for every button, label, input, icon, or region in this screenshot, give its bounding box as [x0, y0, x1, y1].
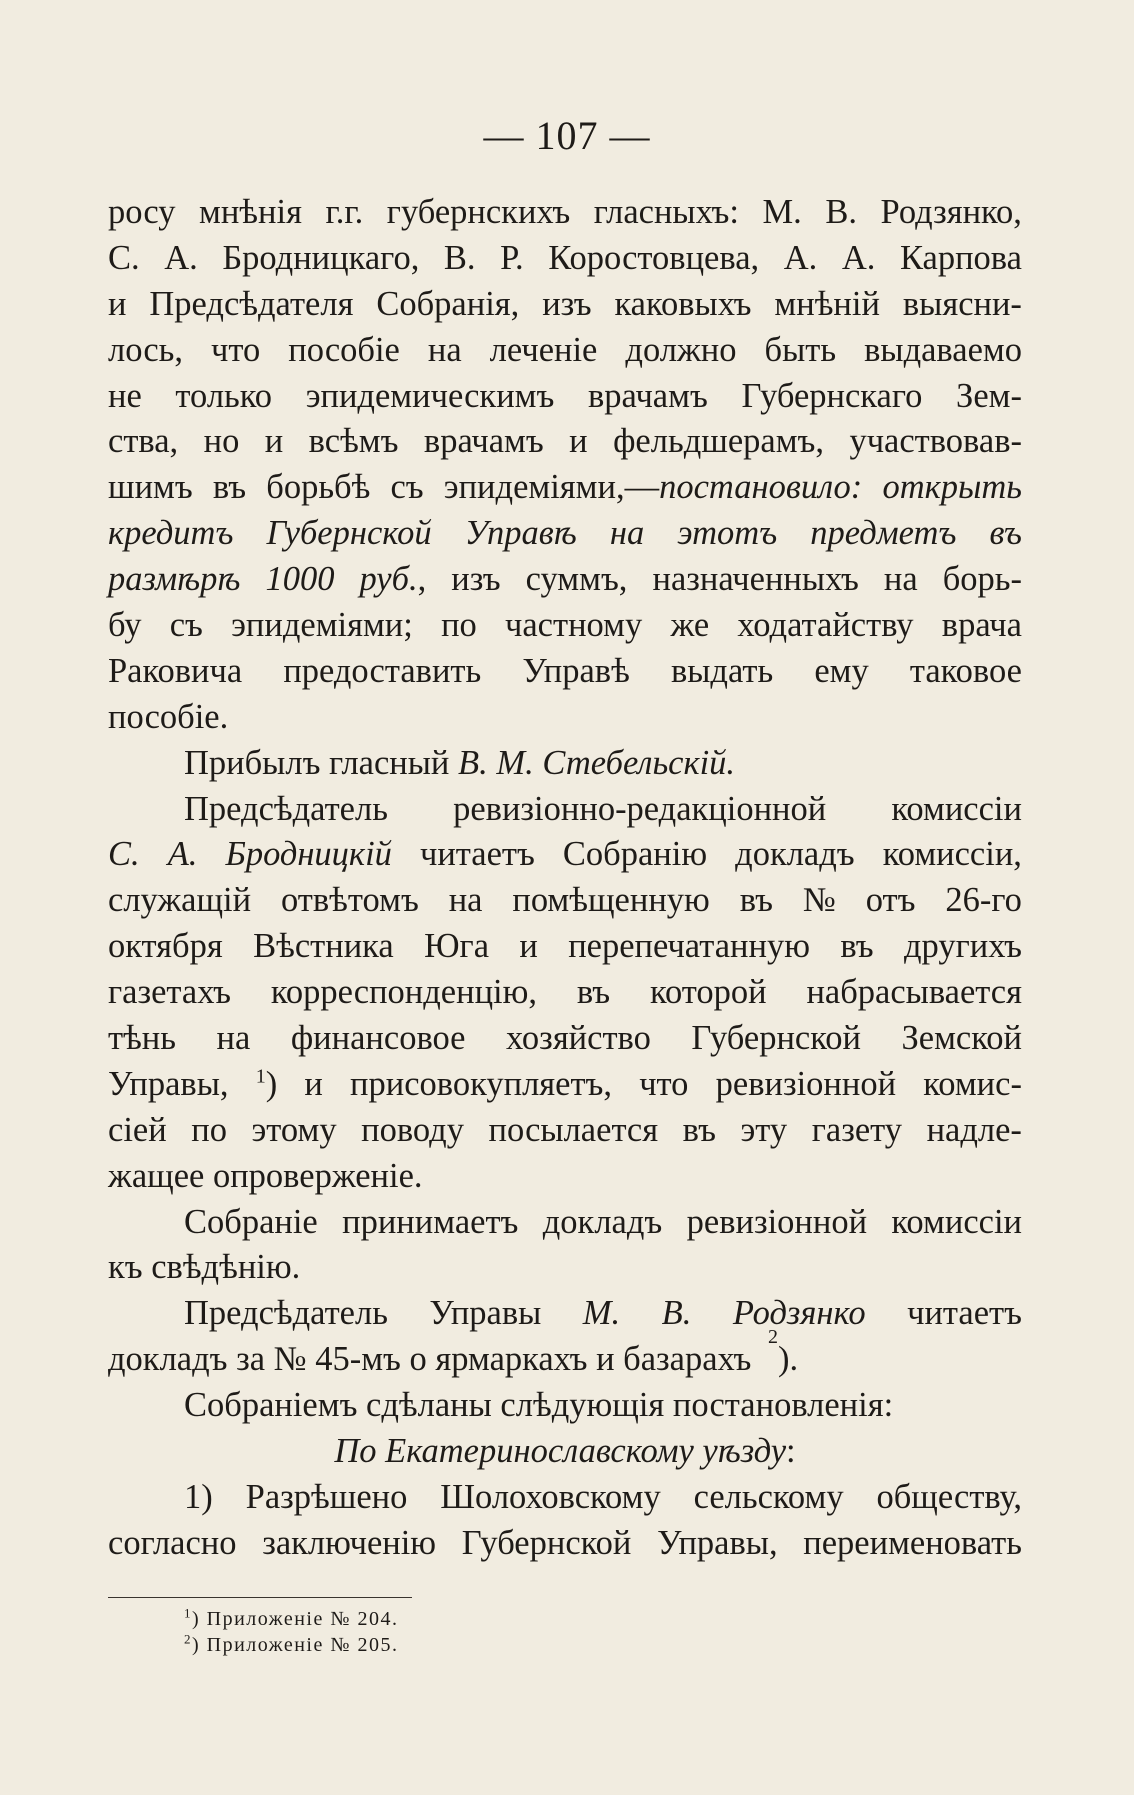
- word: на: [609, 514, 645, 553]
- text-line: [108, 924, 1022, 970]
- word: открыть: [882, 468, 1022, 507]
- word: изъ: [451, 560, 501, 599]
- word: бу: [108, 606, 142, 645]
- word: назначенныхъ: [652, 560, 859, 599]
- word: выдаваемо: [864, 330, 1022, 369]
- footnote: [184, 1632, 398, 1658]
- text-line: [108, 1475, 1022, 1521]
- word: читаетъ: [419, 835, 535, 874]
- text-line: [108, 1062, 1022, 1108]
- footnote-text: ) Приложеніе № 205.: [192, 1634, 399, 1656]
- word: росу: [108, 193, 176, 231]
- word: переименовать: [803, 1523, 1022, 1562]
- text-line: [108, 741, 1022, 787]
- word: принимаетъ: [342, 1202, 519, 1241]
- word: М.: [582, 1294, 621, 1333]
- word: Собраніе: [184, 1202, 318, 1241]
- word: В.: [825, 193, 857, 231]
- word: и: [569, 422, 588, 461]
- word: Предсѣдатель: [184, 1294, 388, 1333]
- word: въ: [682, 1110, 716, 1149]
- word: комис-: [923, 1064, 1022, 1103]
- word: въ: [576, 973, 611, 1012]
- word: которой: [649, 973, 767, 1012]
- word: кредитъ: [108, 514, 234, 553]
- word: присовокупляетъ,: [350, 1064, 613, 1103]
- word: [359, 557, 426, 603]
- word: №: [802, 881, 836, 920]
- word: Управѣ: [464, 514, 577, 553]
- word: на: [427, 330, 462, 369]
- text-segment: докладъ за № 45-мъ о ярмаркахъ и базарахъ: [108, 1340, 760, 1379]
- word: мнѣній: [774, 284, 880, 323]
- word: должно: [625, 330, 737, 369]
- word: эту: [740, 1110, 788, 1149]
- text-segment: Собраніемъ сдѣланы слѣдующія постановленія:: [184, 1386, 894, 1425]
- word: Предсѣдатель: [184, 789, 388, 828]
- text-line: [108, 557, 1022, 603]
- word: отъ: [865, 881, 916, 920]
- text-line: [108, 1326, 1022, 1383]
- word: фельдшерамъ,: [613, 422, 824, 461]
- footnote-reference: 2: [767, 1326, 778, 1349]
- word: мнѣнія: [199, 193, 302, 231]
- word: выдать: [670, 651, 774, 690]
- word: посылается: [488, 1110, 659, 1149]
- text-line: [108, 236, 1022, 282]
- word: предметъ: [810, 514, 957, 553]
- word: Родзянко: [732, 1294, 866, 1333]
- word: и: [519, 927, 538, 966]
- word: но: [203, 422, 240, 461]
- word: ревизіонной: [686, 1202, 868, 1241]
- footnote-mark: 1: [184, 1605, 192, 1621]
- word: врача: [941, 606, 1022, 645]
- word: служащій: [108, 881, 252, 920]
- footnote-reference: 1: [255, 1065, 266, 1088]
- word: Зем-: [956, 376, 1022, 415]
- word-part: ,: [417, 560, 427, 599]
- text-line: [108, 1291, 1022, 1337]
- word: финансовое: [290, 1019, 466, 1058]
- text-line: [108, 603, 1022, 649]
- word: 1000: [265, 560, 335, 599]
- word: борь-: [942, 560, 1022, 599]
- word: Управѣ: [522, 651, 630, 690]
- word: сіей: [108, 1110, 167, 1149]
- text-line: [108, 374, 1022, 420]
- word: 1): [184, 1477, 213, 1516]
- word: этому: [251, 1110, 337, 1149]
- word: комиссіи: [891, 1202, 1022, 1241]
- word: комиссіи,: [882, 835, 1022, 874]
- text-line: [108, 1383, 1022, 1429]
- word: заключенію: [262, 1523, 437, 1562]
- text-segment: Прибылъ гласный: [184, 743, 459, 782]
- text-line: [108, 832, 1022, 878]
- word: набрасывается: [806, 973, 1022, 1012]
- word: предоставить: [283, 651, 482, 690]
- word: Родзянко,: [880, 193, 1022, 231]
- text-line: [108, 970, 1022, 1016]
- word: участвовав-: [849, 422, 1022, 461]
- word: въ: [212, 468, 247, 507]
- word: отвѣтомъ: [281, 881, 419, 920]
- word: корреспонденцію,: [270, 973, 538, 1012]
- word: Коростовцева,: [548, 238, 760, 277]
- word-part: ): [265, 1064, 278, 1103]
- word: по: [191, 1110, 227, 1149]
- italic-text: По Екатеринославскому уѣзду: [334, 1432, 787, 1471]
- word: въ: [739, 881, 774, 920]
- word: леченіе: [489, 330, 598, 369]
- word: по: [441, 606, 477, 645]
- page-number: — 107 —: [483, 113, 651, 158]
- word: Губернской: [461, 1523, 632, 1562]
- word: и: [264, 422, 284, 461]
- word: поводу: [361, 1110, 464, 1149]
- word: размѣрѣ: [108, 560, 241, 599]
- footnote-text: ) Приложеніе № 204.: [192, 1608, 399, 1630]
- text-line: [108, 695, 1022, 741]
- text-line: [108, 787, 1022, 833]
- word: Губернской: [266, 514, 432, 553]
- word: ства,: [108, 422, 179, 461]
- word: эпидеміями;: [231, 606, 413, 645]
- word: [444, 465, 863, 511]
- word-part: руб.: [359, 560, 418, 599]
- text-segment: ).: [777, 1340, 799, 1379]
- footnote-mark: 2: [184, 1631, 192, 1647]
- word: врачамъ: [423, 422, 544, 461]
- text-line: [108, 1108, 1022, 1154]
- word: А.: [783, 238, 818, 277]
- text-segment: :: [786, 1432, 796, 1471]
- word: ему: [814, 651, 869, 690]
- word: обществу,: [876, 1477, 1022, 1516]
- word: Разрѣшено: [245, 1477, 408, 1516]
- word: А.: [841, 238, 876, 277]
- word: каковыхъ: [614, 284, 752, 323]
- word: суммъ,: [525, 560, 628, 599]
- word: пособіе: [288, 330, 400, 369]
- word: ревизіонно-редакціонной: [453, 789, 827, 828]
- word: губернскихъ: [386, 193, 571, 231]
- word: съ: [169, 606, 203, 645]
- word: Бродницкаго,: [222, 238, 420, 277]
- word: и: [304, 1064, 323, 1103]
- text-segment: пособіе.: [108, 697, 229, 736]
- text-line: [108, 282, 1022, 328]
- word: Р.: [500, 238, 524, 277]
- footnote: [184, 1606, 398, 1632]
- word: Раковича: [108, 651, 243, 690]
- word: только: [175, 376, 273, 415]
- word: Карпова: [899, 238, 1022, 277]
- text-segment: къ свѣдѣнію.: [108, 1248, 301, 1287]
- word: 26-го: [945, 881, 1022, 920]
- footnote-divider: [108, 1597, 412, 1598]
- word: Юга: [424, 927, 490, 966]
- word-part: постановило:: [659, 468, 863, 507]
- word: въ: [989, 514, 1022, 553]
- word: комиссіи: [891, 789, 1022, 828]
- word: не: [108, 376, 142, 415]
- word: С.: [108, 238, 140, 277]
- word: газетахъ: [108, 973, 231, 1012]
- body-text: [108, 190, 1022, 1567]
- word: на: [883, 560, 918, 599]
- text-line: [108, 465, 1022, 511]
- text-line: [108, 511, 1022, 557]
- word: что: [639, 1064, 689, 1103]
- text-line: [108, 1245, 1022, 1291]
- word: шимъ: [108, 468, 193, 507]
- word: С.: [108, 835, 140, 874]
- word: врачамъ: [587, 376, 708, 415]
- word: Губернской: [691, 1019, 861, 1058]
- word: газету: [811, 1110, 903, 1149]
- word: согласно: [108, 1523, 237, 1562]
- word: на: [448, 881, 483, 920]
- text-line: [108, 190, 1022, 236]
- word: Собранія,: [376, 284, 520, 323]
- word: В.: [443, 238, 476, 277]
- word: октября: [108, 927, 223, 966]
- word: что: [211, 330, 261, 369]
- text-line: [108, 1200, 1022, 1246]
- word: лось,: [108, 330, 183, 369]
- word: гласныхъ:: [593, 193, 739, 231]
- word: Управы,: [108, 1064, 229, 1103]
- word: докладъ: [735, 835, 855, 874]
- word: А.: [167, 835, 198, 874]
- word: борьбѣ: [266, 468, 371, 507]
- word: на: [216, 1019, 251, 1058]
- word: другихъ: [904, 927, 1022, 966]
- text-line: [108, 1429, 1022, 1475]
- word: Губернскаго: [741, 376, 923, 415]
- text-segment: жащее опроверженіе.: [108, 1156, 423, 1195]
- word: таковое: [909, 651, 1022, 690]
- word: и: [108, 284, 127, 323]
- word: [256, 1062, 278, 1108]
- word: Бродницкій: [225, 835, 392, 874]
- word: быть: [764, 330, 837, 369]
- text-line: [108, 878, 1022, 924]
- word: ходатайству: [737, 606, 914, 645]
- word: хозяйство: [506, 1019, 651, 1058]
- word: съ: [390, 468, 424, 507]
- word: Земской: [901, 1019, 1022, 1058]
- text-line: [108, 649, 1022, 695]
- word: Управы,: [657, 1523, 778, 1562]
- text-line: [108, 419, 1022, 465]
- text-line: [108, 328, 1022, 374]
- word: ревизіонной: [715, 1064, 897, 1103]
- word: перепечатанную: [568, 927, 810, 966]
- text-line: [108, 1521, 1022, 1567]
- word: тѣнь: [108, 1019, 177, 1058]
- word: докладъ: [542, 1202, 663, 1241]
- word: надле-: [926, 1110, 1022, 1149]
- word: изъ: [542, 284, 592, 323]
- word: г.г.: [325, 193, 364, 231]
- word: эпидемическимъ: [305, 376, 555, 415]
- word: читаетъ: [907, 1294, 1022, 1333]
- word: же: [670, 606, 710, 645]
- word: всѣмъ: [308, 422, 399, 461]
- word: Собранію: [562, 835, 708, 874]
- word: Предсѣдателя: [149, 284, 354, 323]
- word: частному: [505, 606, 643, 645]
- word: А.: [164, 238, 198, 277]
- word: въ: [840, 927, 874, 966]
- word: Вѣстника: [253, 927, 394, 966]
- text-line: [108, 1154, 1022, 1200]
- word: сельскому: [693, 1477, 844, 1516]
- word: этотъ: [677, 514, 778, 553]
- footnotes: [184, 1606, 398, 1658]
- word: Шолоховскому: [440, 1477, 661, 1516]
- word: помѣщенную: [512, 881, 710, 920]
- word: Управы: [429, 1294, 542, 1333]
- word-part: эпидеміями,—: [443, 468, 660, 507]
- word: В.: [661, 1294, 692, 1333]
- word: выясни-: [902, 284, 1022, 323]
- word: М.: [762, 193, 802, 231]
- italic-text: В. М. Стебельскій.: [458, 743, 736, 782]
- text-line: [108, 1016, 1022, 1062]
